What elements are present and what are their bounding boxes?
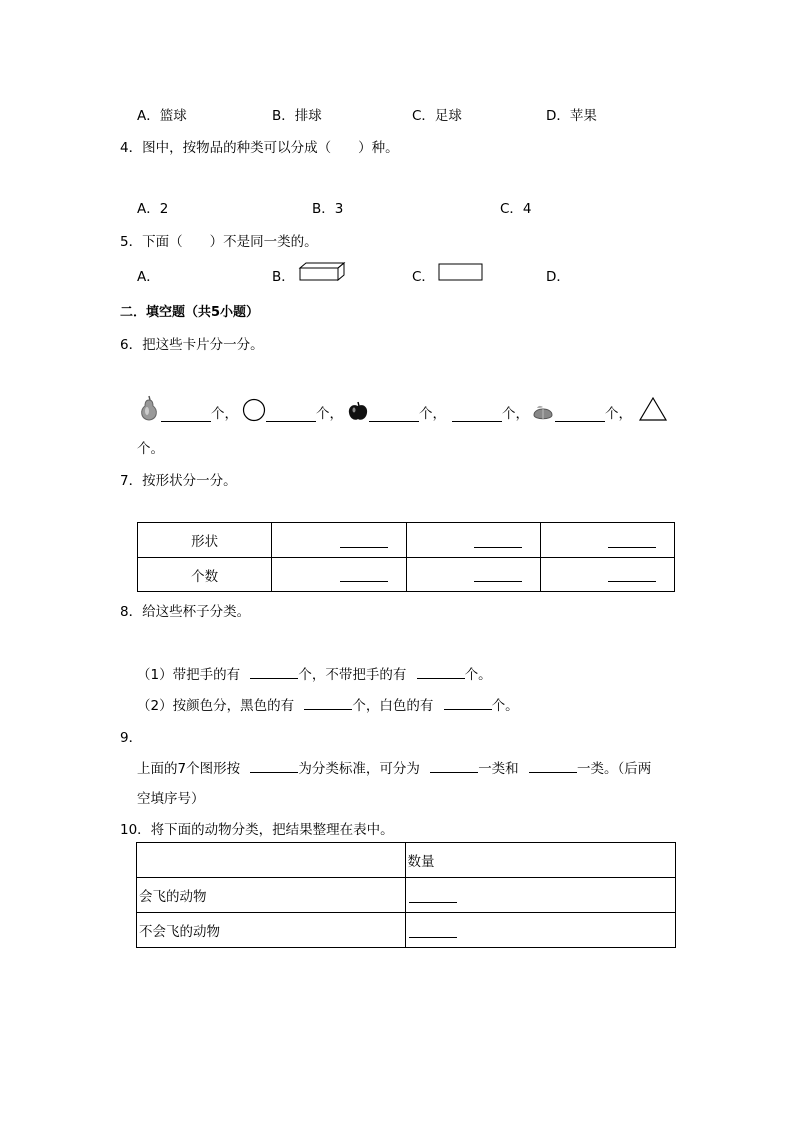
column-header-quantity: 数量 (405, 843, 676, 878)
q7-blank-shape-3[interactable] (608, 533, 656, 548)
q5-option-a: A． (137, 269, 160, 285)
q7-blank-count-3[interactable] (608, 567, 656, 582)
q6-end: 个。 (137, 441, 164, 457)
q4-option-a: A．2 (137, 201, 169, 217)
q8-p2-text-a: （2）按颜色分，黑色的有 (137, 698, 295, 714)
table-cell (272, 523, 406, 558)
q4-option-b: B．3 (312, 201, 344, 217)
q8-p1-text-b: 个，不带把手的有 (298, 667, 407, 683)
q5-question: 5．下面（ ）不是同一类的。 (120, 234, 318, 250)
q8-p2-text-b: 个，白色的有 (352, 698, 434, 714)
q6-unit-4: 个， (502, 406, 529, 422)
q7-shape-table (137, 522, 675, 592)
q9-text-c: 一类和 (478, 761, 519, 777)
q10-blank-non-flying[interactable] (409, 923, 457, 938)
q9-line-1 (137, 757, 651, 777)
q9-blank-group-2[interactable] (529, 758, 577, 773)
table-cell (540, 523, 674, 558)
table-row (138, 558, 675, 592)
circle-icon (242, 398, 266, 422)
q5-option-b: B． (272, 269, 295, 285)
q4-question: 4．图中，按物品的种类可以分成（ ）种。 (120, 140, 399, 156)
q6-blank-4[interactable] (452, 407, 502, 422)
row-header-shape: 形状 (138, 523, 272, 558)
q8-p1-text-a: （1）带把手的有 (137, 667, 241, 683)
q4-option-c: C．4 (500, 201, 532, 217)
q8-part-1 (137, 663, 492, 683)
row-label-flying: 会飞的动物 (137, 878, 406, 913)
q6-blank-3[interactable] (369, 407, 419, 422)
q6-blank-5[interactable] (555, 407, 605, 422)
q3-option-a: A．篮球 (137, 108, 187, 124)
q5-option-d: D． (546, 269, 570, 285)
q8-part-2 (137, 694, 519, 714)
cuboid-icon (298, 262, 346, 282)
q3-option-c: C．足球 (412, 108, 462, 124)
q10-animal-table (136, 842, 676, 948)
table-row (137, 913, 676, 948)
table-row (137, 878, 676, 913)
q9-number: 9． (120, 730, 143, 746)
q8-blank-handle[interactable] (250, 664, 298, 679)
q6-card-row (137, 394, 668, 422)
triangle-icon (638, 396, 668, 422)
q9-line-2: 空填序号） (137, 791, 205, 807)
q7-blank-shape-1[interactable] (340, 533, 388, 548)
q10-question: 10．将下面的动物分类，把结果整理在表中。 (120, 822, 394, 838)
table-row (137, 843, 676, 878)
q5-option-c: C． (412, 269, 435, 285)
table-cell (540, 558, 674, 592)
peach-icon (531, 402, 555, 422)
q10-blank-flying[interactable] (409, 888, 457, 903)
q6-question: 6．把这些卡片分一分。 (120, 337, 264, 353)
row-header-count: 个数 (138, 558, 272, 592)
row-label-non-flying: 不会飞的动物 (137, 913, 406, 948)
q7-blank-count-2[interactable] (474, 567, 522, 582)
table-cell (406, 523, 540, 558)
q8-question: 8．给这些杯子分类。 (120, 604, 251, 620)
q6-blank-1[interactable] (161, 407, 211, 422)
q6-unit-3: 个， (419, 406, 446, 422)
q3-option-b: B．排球 (272, 108, 322, 124)
table-cell (405, 878, 676, 913)
section-title: 二．填空题（共5小题） (120, 305, 260, 320)
q3-option-d: D．苹果 (546, 108, 597, 124)
q7-blank-count-1[interactable] (340, 567, 388, 582)
q8-blank-no-handle[interactable] (417, 664, 465, 679)
q6-unit-2: 个， (316, 406, 343, 422)
q8-blank-white[interactable] (444, 695, 492, 710)
table-cell (137, 843, 406, 878)
q8-p2-text-c: 个。 (491, 698, 519, 714)
table-cell (272, 558, 406, 592)
table-row (138, 523, 675, 558)
table-cell (405, 913, 676, 948)
q6-blank-2[interactable] (266, 407, 316, 422)
q9-text-a: 上面的7个图形按 (137, 761, 241, 777)
q7-blank-shape-2[interactable] (474, 533, 522, 548)
pear-icon (137, 394, 161, 422)
q9-blank-group-1[interactable] (430, 758, 478, 773)
table-cell (406, 558, 540, 592)
q7-question: 7．按形状分一分。 (120, 473, 237, 489)
q8-p1-text-c: 个。 (464, 667, 492, 683)
q6-unit-5: 个， (605, 406, 632, 422)
q9-text-d: 一类。（后两 (576, 761, 652, 777)
q6-unit-1: 个， (211, 406, 238, 422)
apple-icon (347, 400, 369, 422)
q9-blank-standard[interactable] (250, 758, 298, 773)
q9-text-b: 为分类标准，可分为 (298, 761, 420, 777)
rectangle-icon (438, 262, 484, 282)
q8-blank-black[interactable] (304, 695, 352, 710)
